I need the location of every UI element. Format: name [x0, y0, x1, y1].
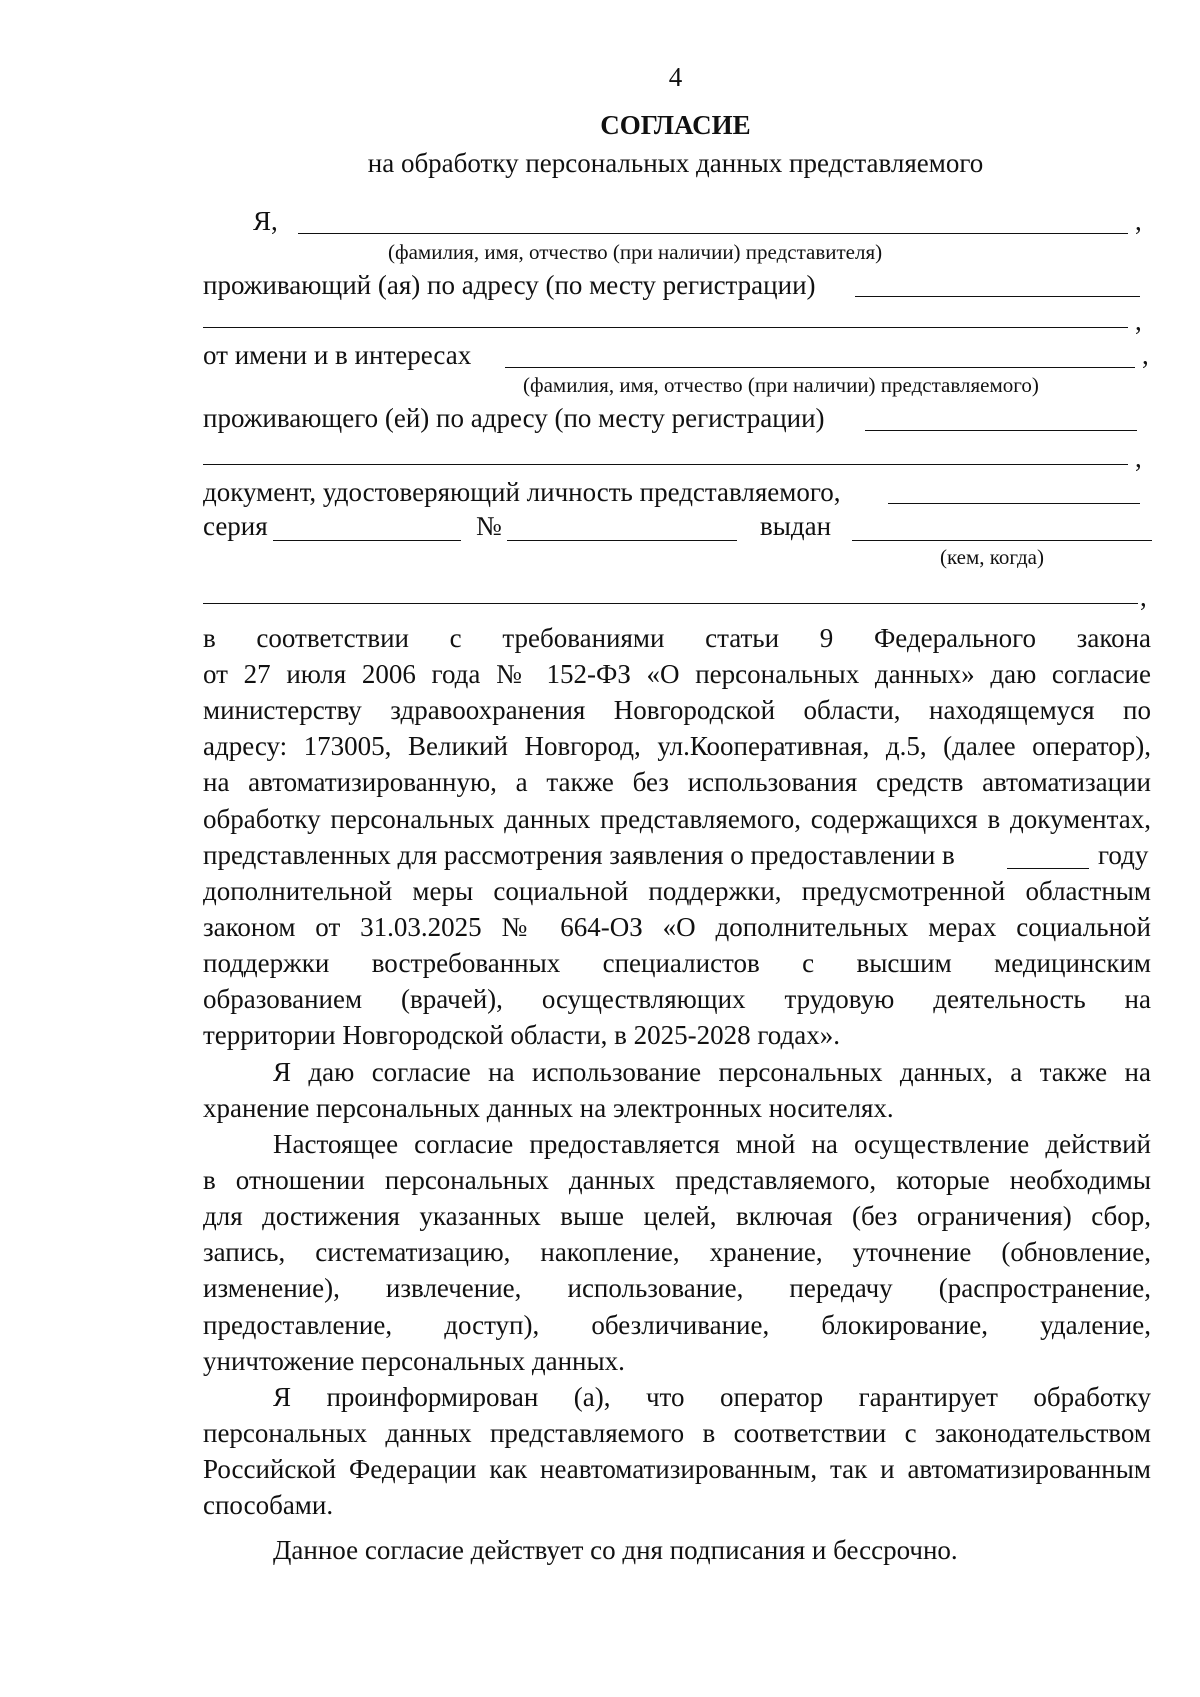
paragraph4-line: Я проинформирован (а), что оператор гарантирует обработку	[273, 1382, 1151, 1412]
residing-label: проживающий (ая) по адресу (по месту регистрации)	[203, 270, 816, 300]
paragraph1-line: от 27 июля 2006 года № 152-ФЗ «О персональных данных» даю согласие	[203, 659, 1151, 689]
paragraph1-line: в соответствии с требованиями статьи 9 Федерального закона	[203, 623, 1151, 653]
paragraph3-line: уничтожение персональных данных.	[203, 1346, 625, 1376]
representative-caption: (фамилия, имя, отчество (при наличии) представителя)	[388, 240, 883, 264]
year-field[interactable]	[1007, 868, 1089, 869]
paragraph1-line: представленных для рассмотрения заявления о предоставлении в	[203, 840, 955, 870]
issued-label: выдан	[760, 511, 832, 541]
address-field-1[interactable]	[855, 296, 1140, 297]
paragraph3-line: Настоящее согласие предоставляется мной на осуществление действий	[273, 1129, 1151, 1159]
number-label: №	[476, 511, 502, 541]
paragraph1-line: адресу: 173005, Великий Новгород, ул.Кооперативная, д.5, (далее оператор),	[203, 731, 1151, 761]
document-label: документ, удостоверяющий личность представляемого,	[203, 477, 841, 507]
document-subtitle: на обработку персональных данных представляемого	[367, 148, 984, 178]
paragraph1-line: законом от 31.03.2025 № 664-ОЗ «О дополнительных мерах социальной	[203, 912, 1151, 942]
on-behalf-label: от имени и в интересах	[203, 340, 472, 370]
document-field[interactable]	[888, 503, 1140, 504]
represented-name-field[interactable]	[505, 367, 1135, 368]
residing2-label: проживающего (ей) по адресу (по месту регистрации)	[203, 403, 825, 433]
series-field[interactable]	[273, 540, 461, 541]
represented-caption: (фамилия, имя, отчество (при наличии) представляемого)	[523, 373, 1039, 397]
paragraph2-line: Я даю согласие на использование персональных данных, а также на	[273, 1057, 1151, 1087]
paragraph3-line: предоставление, доступ), обезличивание, блокирование, удаление,	[203, 1310, 1151, 1340]
paragraph3-line: запись, систематизацию, накопление, хранение, уточнение (обновление,	[203, 1237, 1151, 1267]
paragraph1-line: обработку персональных данных представляемого, содержащихся в документах,	[203, 804, 1151, 834]
paragraph1-line: территории Новгородской области, в 2025-2028 годах».	[203, 1020, 840, 1050]
issued-field-2[interactable]	[203, 603, 1138, 604]
issued-field[interactable]	[852, 540, 1152, 541]
comma: ,	[1140, 582, 1147, 612]
number-field[interactable]	[507, 540, 737, 541]
paragraph4-line: персональных данных представляемого в соответствии с законодательством	[203, 1418, 1151, 1448]
address-field-2[interactable]	[203, 327, 1128, 328]
comma: ,	[1135, 443, 1142, 473]
comma: ,	[1142, 340, 1149, 370]
address-field-3[interactable]	[865, 430, 1137, 431]
paragraph4-line: Российской Федерации как неавтоматизированным, так и автоматизированным	[203, 1454, 1151, 1484]
paragraph1-line: образованием (врачей), осуществляющих трудовую деятельность на	[203, 984, 1151, 1014]
paragraph5-line: Данное согласие действует со дня подписания и бессрочно.	[273, 1535, 958, 1565]
ya-label: Я,	[253, 206, 278, 236]
document-title: СОГЛАСИЕ	[600, 110, 751, 140]
paragraph3-line: изменение), извлечение, использование, передачу (распространение,	[203, 1273, 1151, 1303]
comma: ,	[1135, 306, 1142, 336]
series-label: серия	[203, 511, 268, 541]
paragraph3-line: для достижения указанных выше целей, включая (без ограничения) сбор,	[203, 1201, 1151, 1231]
address-field-4[interactable]	[203, 464, 1128, 465]
paragraph1-line: дополнительной меры социальной поддержки, предусмотренной областным	[203, 876, 1151, 906]
paragraph1-line: на автоматизированную, а также без использования средств автоматизации	[203, 767, 1151, 797]
issued-caption: (кем, когда)	[940, 545, 1044, 569]
page-number: 4	[668, 62, 683, 92]
paragraph1-line: поддержки востребованных специалистов с высшим медицинским	[203, 948, 1151, 978]
representative-name-field[interactable]	[298, 233, 1128, 234]
paragraph1-year-word: году	[1098, 840, 1149, 870]
comma: ,	[1135, 206, 1142, 236]
paragraph4-line: способами.	[203, 1490, 334, 1520]
paragraph1-line: министерству здравоохранения Новгородской области, находящемуся по	[203, 695, 1151, 725]
paragraph2-line: хранение персональных данных на электронных носителях.	[203, 1093, 894, 1123]
paragraph3-line: в отношении персональных данных представляемого, которые необходимы	[203, 1165, 1151, 1195]
